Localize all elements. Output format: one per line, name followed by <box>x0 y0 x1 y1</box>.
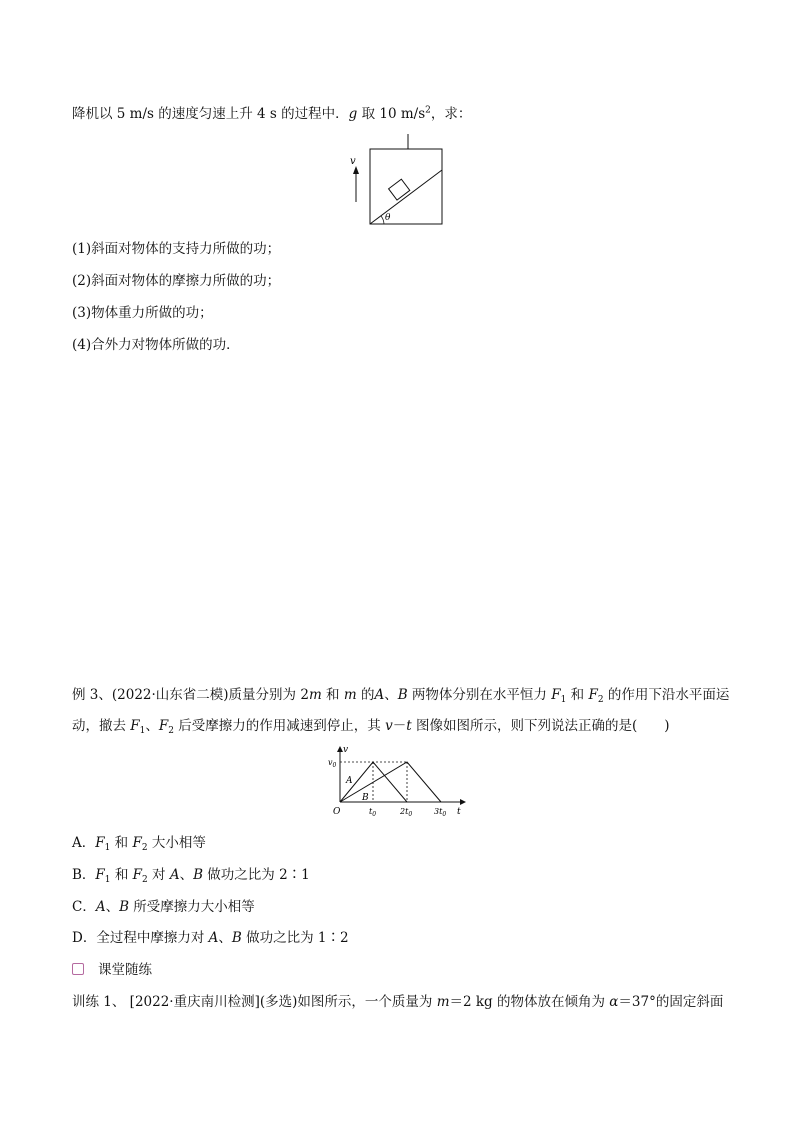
t-axis-label: t <box>457 807 461 817</box>
v0-label: v <box>328 758 333 767</box>
svg-text:2t0: $2t_0$ <box>400 807 413 818</box>
option-a: A．$F_1$ 和 $F_2$ 大小相等 <box>72 835 206 853</box>
training1-line: 训练 1、 [2022·重庆南川检测](多选)如图所示，一个质量为 m＝2 kg 的物体放在倾角为 α＝37°的固定斜面 <box>72 994 724 1010</box>
problem-intro: 降机以 5 m/s 的速度匀速上升 4 s 的过程中．g 取 10 $m/s^2$，求： <box>72 105 472 122</box>
theta-label: θ <box>385 213 391 223</box>
option-c: C．A、B 所受摩擦力大小相等 <box>72 899 255 915</box>
elevator-incline-figure <box>340 132 450 228</box>
2t0-label: 2t <box>400 807 409 816</box>
option-d: D．全过程中摩擦力对 A、B 做功之比为 1∶2 <box>72 930 349 946</box>
svg-text:t0: $t_0$ <box>369 807 377 818</box>
example3-line2: 动，撤去 $F_1$、$F_2$ 后受摩擦力的作用减速到停止，其 v－t 图像如图所示，则下列说法正确的是( ) <box>72 718 670 736</box>
edit-icon <box>72 963 84 975</box>
question-3: (3)物体重力所做的功； <box>72 305 213 321</box>
section-heading: 课堂随练 <box>72 960 152 980</box>
vt-graph-figure <box>326 744 468 820</box>
question-4: (4)合外力对物体所做的功． <box>72 337 240 353</box>
svg-text:3t0: $3t_0$ <box>434 807 447 818</box>
question-2: (2)斜面对物体的摩擦力所做的功； <box>72 273 281 289</box>
example3-line1: 例 3、(2022·山东省二模)质量分别为 2m 和 m 的A、B 两物体分别在水平恒力 $F_1$ 和 $F_2$ 的作用下沿水平面运 <box>72 687 730 705</box>
v-label: v <box>350 156 356 167</box>
t0-label: t <box>369 807 373 816</box>
3t0-label: 3t <box>434 807 443 816</box>
origin-label: O <box>333 807 341 817</box>
v-axis-label: v <box>343 745 349 755</box>
question-1: (1)斜面对物体的支持力所做的功； <box>72 241 281 257</box>
A-label: A <box>346 776 353 786</box>
option-b: B．$F_1$ 和 $F_2$ 对 A、B 做功之比为 2∶1 <box>72 867 310 885</box>
svg-text:v0: $v_0$ <box>328 758 337 769</box>
B-label: B <box>362 793 369 803</box>
